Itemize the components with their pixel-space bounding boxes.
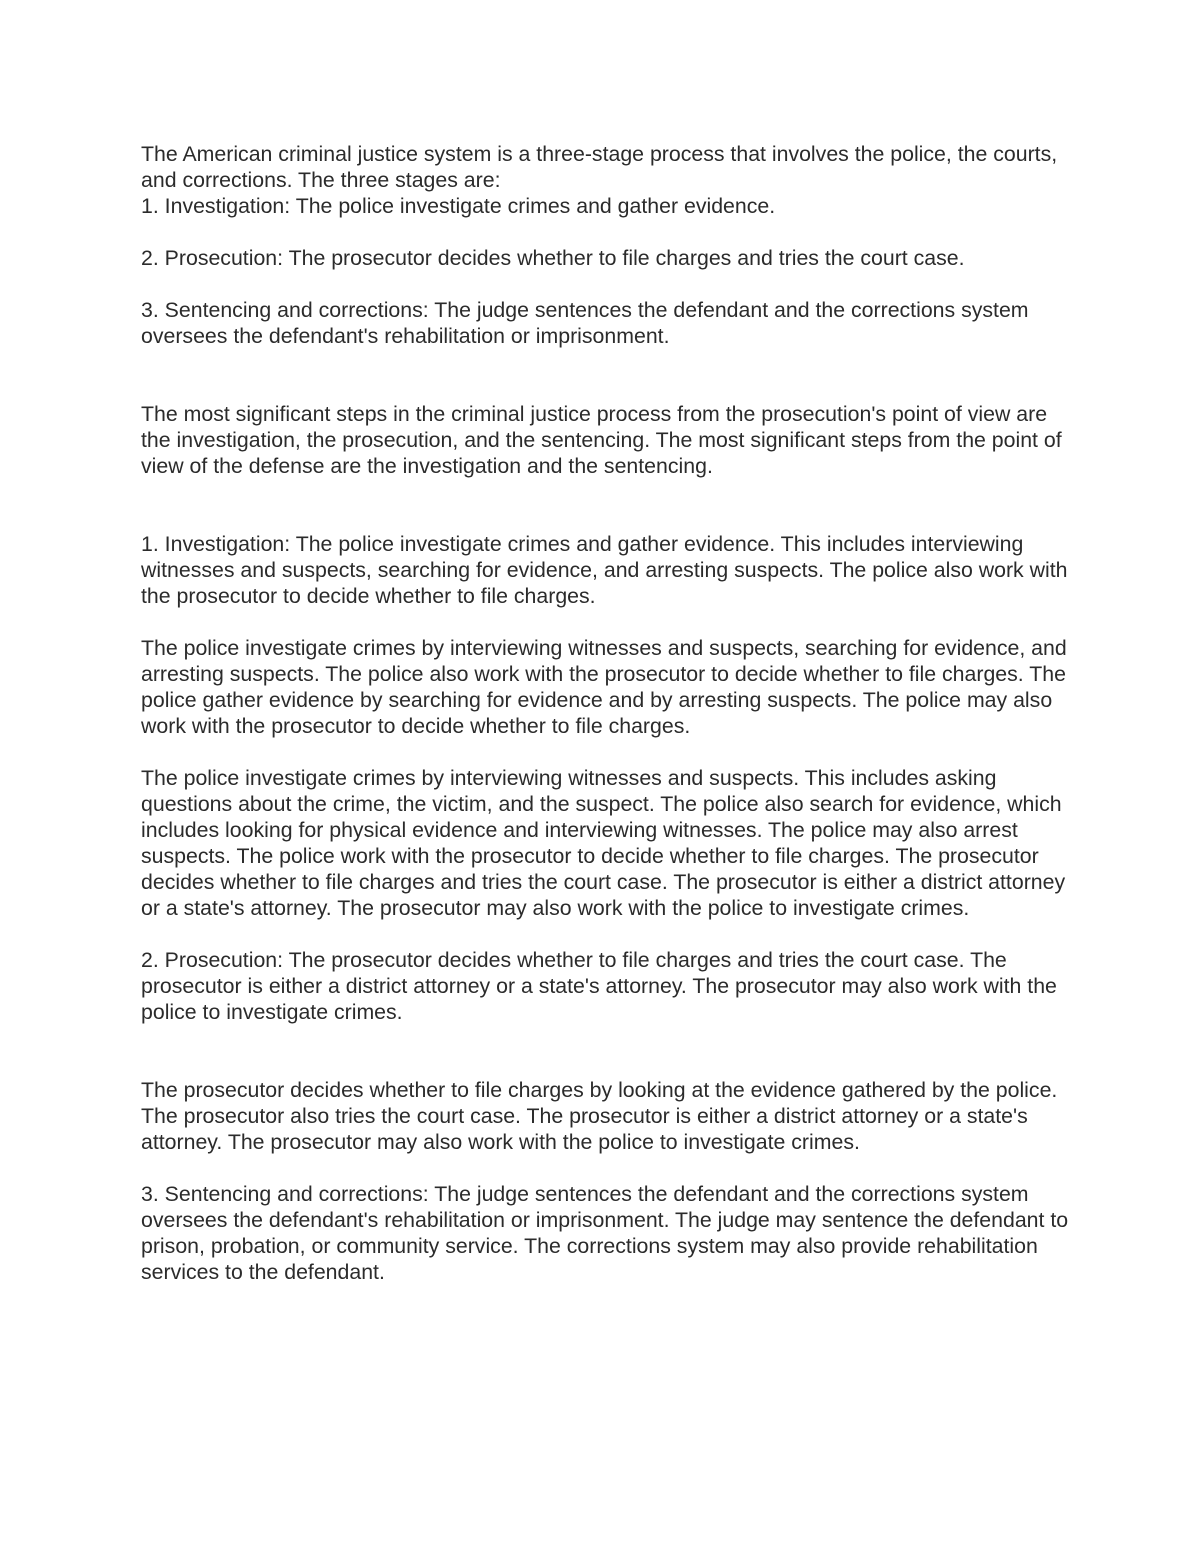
spacer xyxy=(141,921,1071,947)
spacer xyxy=(141,479,1071,531)
spacer xyxy=(141,349,1071,401)
significant-steps-paragraph: The most significant steps in the criminal justice process from the prosecution's point of view are the investigation, the prosecution, and the sentencing. The most significant steps from the point of view of the defense are the investigation and the sentencing. xyxy=(141,402,1062,478)
prosecution-detail-paragraph: 2. Prosecution: The prosecutor decides whether to file charges and tries the court case. The prosecutor is either a district attorney or a state's attorney. The prosecutor may also work with the police to investigate crimes. xyxy=(141,948,1057,1024)
intro-paragraph: The American criminal justice system is a three-stage process that involves the police, the courts, and corrections. The three stages are: xyxy=(141,142,1058,192)
police-investigation-paragraph: The police investigate crimes by interviewing witnesses and suspects, searching for evidence, and arresting suspects. The police also work with the prosecutor to decide whether to file charges. The police gather evidence by searching for evidence and by arresting suspects. The police may also work with the prosecutor to decide whether to file charges. xyxy=(141,636,1067,738)
police-interviewing-paragraph: The police investigate crimes by interviewing witnesses and suspects. This includes asking questions about the crime, the victim, and the suspect. The police also search for evidence, which includes looking for physical evidence and interviewing witnesses. The police may also arrest suspects. The police work with the prosecutor to decide whether to file charges. The prosecutor decides whether to file charges and tries the court case. The prosecutor is either a district attorney or a state's attorney. The prosecutor may also work with the police to investigate crimes. xyxy=(141,766,1066,920)
stage-1-summary: 1. Investigation: The police investigate crimes and gather evidence. xyxy=(141,194,776,218)
spacer xyxy=(141,271,1071,297)
document-body xyxy=(141,141,1071,1285)
stage-3-summary: 3. Sentencing and corrections: The judge sentences the defendant and the corrections system oversees the defendant's rehabilitation or imprisonment. xyxy=(141,298,1029,348)
spacer xyxy=(141,609,1071,635)
spacer xyxy=(141,1025,1071,1077)
spacer xyxy=(141,1155,1071,1181)
spacer xyxy=(141,739,1071,765)
stage-2-summary: 2. Prosecution: The prosecutor decides whether to file charges and tries the court case. xyxy=(141,246,965,270)
investigation-detail-paragraph: 1. Investigation: The police investigate crimes and gather evidence. This includes interviewing witnesses and suspects, searching for evidence, and arresting suspects. The police also work with the prosecutor to decide whether to file charges. xyxy=(141,532,1068,608)
sentencing-detail-paragraph: 3. Sentencing and corrections: The judge sentences the defendant and the corrections system oversees the defendant's rehabilitation or imprisonment. The judge may sentence the defendant to prison, probation, or community service. The corrections system may also provide rehabilitation services to the defendant. xyxy=(141,1182,1069,1284)
prosecutor-decision-paragraph: The prosecutor decides whether to file charges by looking at the evidence gathered by the police. The prosecutor also tries the court case. The prosecutor is either a district attorney or a state's attorney. The prosecutor may also work with the police to investigate crimes. xyxy=(141,1078,1058,1154)
spacer xyxy=(141,219,1071,245)
